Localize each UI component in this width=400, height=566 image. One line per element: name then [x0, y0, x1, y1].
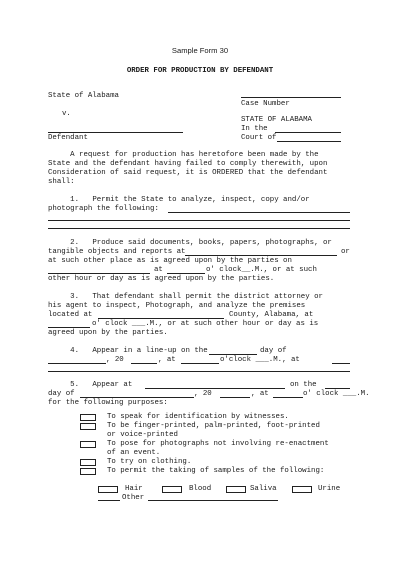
para2-hour-line: [167, 273, 205, 274]
para2-at: at: [154, 266, 163, 274]
para2-line-2: tangible objects and reports at: [48, 248, 186, 256]
para2-line-5: other hour or day as is agreed upon by the parties.: [48, 275, 275, 283]
purpose-clothing-label: To try on clothing.: [107, 458, 192, 466]
purpose-photographs-label-cont: of an event.: [107, 449, 161, 457]
para5-at: , at: [251, 390, 269, 398]
sample-other-line: [148, 500, 278, 501]
para4-place-line-2: [48, 371, 350, 372]
para4-day-of: day of: [260, 347, 287, 355]
caption-state: State of Alabama: [48, 92, 119, 100]
caption-case-number: Case Number: [241, 100, 290, 108]
para1-fill-1: [168, 212, 350, 213]
para1-fill-3: [48, 228, 350, 229]
purpose-identification-label: To speak for identification by witnesses.: [107, 413, 289, 421]
para5-year-line: [220, 397, 250, 398]
document-title: ORDER FOR PRODUCTION BY DEFENDANT: [126, 67, 274, 75]
para5-month-line: [80, 397, 194, 398]
para1-line-1: 1. Permit the State to analyze, inspect, copy and/or: [48, 196, 310, 204]
para3-located-at: located at: [48, 311, 93, 319]
purpose-samples-label: To permit the taking of samples of the following:: [107, 467, 325, 475]
caption-defendant: Defendant: [48, 134, 88, 142]
para4-hour-line: [181, 363, 219, 364]
purpose-printing-label: To be finger-printed, palm-printed, foot-printed: [107, 422, 320, 430]
para2-line-3: at such other place as is agreed upon by the parties on: [48, 257, 292, 265]
sample-blood-label: Blood: [189, 485, 212, 493]
para2-line-1: 2. Produce said documents, books, papers, photographs, or: [48, 239, 332, 247]
para1-fill-2: [48, 220, 350, 221]
caption-court-state: STATE OF ALABAMA: [241, 116, 312, 124]
para5-on-the: on the: [290, 381, 317, 389]
para3-county: County, Alabama, at: [229, 311, 314, 319]
para5-day-line: [325, 388, 350, 389]
para2-date-line: [48, 273, 150, 274]
para4-place-line-1: [332, 363, 350, 364]
sample-other-label: Other: [122, 494, 145, 502]
case-number-line: [241, 97, 341, 98]
para4-year-line: [131, 363, 157, 364]
para2-oclock: o' clock__.M., or at such: [206, 266, 317, 274]
purpose-identification-checkbox[interactable]: [80, 414, 96, 421]
in-the-line: [275, 132, 341, 133]
para4-day-line: [209, 354, 257, 355]
caption-in-the: In the: [241, 125, 268, 133]
para1-line-2: photograph the following:: [48, 205, 159, 213]
sample-saliva-label: Saliva: [250, 485, 277, 493]
para4-line-1: 4. Appear in a line-up on the: [48, 347, 208, 355]
form-number: Sample Form 30: [171, 46, 229, 55]
sample-hair-checkbox[interactable]: [98, 486, 118, 493]
para4-month-line: [48, 363, 106, 364]
purpose-printing-checkbox[interactable]: [80, 423, 96, 430]
para5-year-prefix: , 20: [194, 390, 212, 398]
para3-line-2: his agent to inspect, Photograph, and analyze the premises: [48, 302, 306, 310]
sample-urine-label: Urine: [318, 485, 341, 493]
intro-line-1: A request for production has heretofore been made by the: [48, 151, 319, 159]
purpose-photographs-checkbox[interactable]: [80, 441, 96, 448]
intro-line-3: Consideration of said request, it is ORDERED that the defendant: [48, 169, 328, 177]
para3-location-line: [98, 318, 224, 319]
sample-blood-checkbox[interactable]: [162, 486, 182, 493]
sample-urine-checkbox[interactable]: [292, 486, 312, 493]
para3-line-1: 3. That defendant shall permit the district attorney or: [48, 293, 323, 301]
court-of-line: [277, 141, 341, 142]
para4-year-prefix: , 20: [106, 356, 124, 364]
para5-oclock: o' clock ___.M.: [303, 390, 370, 398]
intro-line-4: shall:: [48, 178, 75, 186]
caption-court-of: Court of: [241, 134, 277, 142]
sample-other-box-line: [98, 500, 120, 501]
para2-or: or: [341, 248, 350, 256]
para5-place-line: [145, 388, 285, 389]
para3-hour-line: [48, 327, 90, 328]
defendant-line: [48, 132, 183, 133]
para2-place-line: [185, 255, 337, 256]
sample-hair-label: Hair: [125, 485, 143, 493]
para3-line-4: o' clock ___.M., or at such other hour or day as is: [92, 320, 319, 328]
para3-line-5: agreed upon by the parties.: [48, 329, 168, 337]
intro-line-2: State and the defendant having failed to comply therewith, upon: [48, 160, 328, 168]
para5-purposes-heading: for the following purposes:: [48, 399, 168, 407]
para5-day-of: day of: [48, 390, 75, 398]
purpose-printing-label-cont: or voice-printed: [107, 431, 178, 439]
para4-oclock: o'clock ___.M., at: [220, 356, 300, 364]
para5-hour-line: [273, 397, 303, 398]
para5-line-1: 5. Appear at: [48, 381, 133, 389]
purpose-samples-checkbox[interactable]: [80, 468, 96, 475]
purpose-photographs-label: To pose for photographs not involving re-enactment: [107, 440, 329, 448]
purpose-clothing-checkbox[interactable]: [80, 459, 96, 466]
para4-at: , at: [158, 356, 176, 364]
caption-versus: v.: [62, 110, 71, 118]
sample-saliva-checkbox[interactable]: [226, 486, 246, 493]
